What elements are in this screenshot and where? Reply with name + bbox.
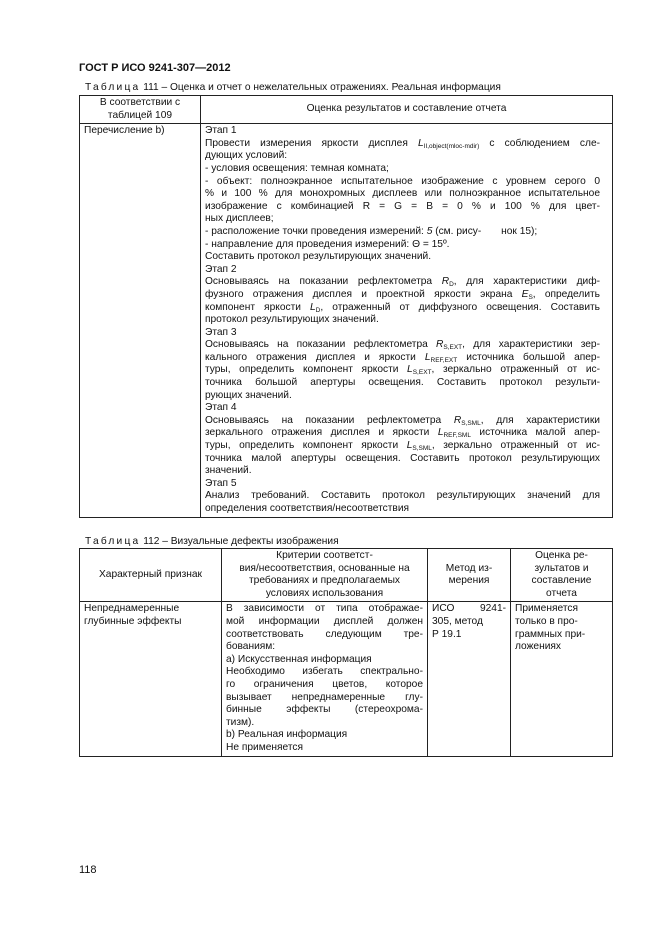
table-112-caption (85, 536, 339, 547)
table-111-col2-header: Оценка результатов и составление отчета (201, 96, 613, 124)
table-112-header-feature: Характерный признак (80, 549, 222, 602)
table-112-header-method: Метод из- мерения (428, 549, 511, 602)
stage-1-line: - объект: полноэкранное испытательное изображение с уровнем серого 0 (205, 175, 600, 187)
caption-text: 112 – Визуальные дефекты изображения (143, 536, 339, 547)
stage-1-line: % и 100 % для монохромных дисплеев или полноэкранное испытательное (205, 188, 600, 200)
stage-1-line: - условия освещения: темная комната; (205, 162, 389, 174)
stage-1-line: ных дисплеев; (205, 213, 274, 225)
table-112-header-assessment: Оценка ре- зультатов и составление отчета (511, 549, 613, 602)
stage-1-line: - направление для проведения измерений: Θ = 15º. (205, 238, 450, 250)
table-112 (79, 548, 613, 757)
stage-3-line: точника большой апертуры освещения. Составить протокол результи- (205, 377, 600, 389)
table-111-col1-header: В соответствии с таблицей 109 (80, 96, 201, 124)
stage-2-title: Этап 2 (205, 263, 237, 275)
stage-2-line: Основываясь на показании рефлектометра $R_D$, для характеристики диф- (205, 276, 601, 289)
stage-5-line: определения соответствия/несоответствия (205, 503, 410, 514)
stage-1-line: изображение с комбинацией R = G = B = 0 % и 100 % для цвет- (205, 200, 600, 212)
stage-1-line: Составить протокол результирующих значений. (205, 251, 432, 263)
stage-4-line: значений. (205, 465, 252, 477)
stage-5-title: Этап 5 (205, 477, 237, 489)
document-header: ГОСТ Р ИСО 9241-307—2012 (79, 62, 231, 74)
table-112-cell-method: ИСО 9241- 305, метод Р 19.1 (428, 602, 511, 756)
stage-1-title: Этап 1 (205, 125, 237, 137)
stage-4-title: Этап 4 (205, 402, 237, 414)
stage-2-line: фузного отражения дисплея и проектной яркости экрана $E_S$, определить (205, 288, 600, 301)
caption-word: Таблица (85, 82, 141, 93)
stage-3-title: Этап 3 (205, 326, 237, 338)
stage-4-line: зеркального отражения дисплея и яркости $L_{REF,SML}$ источника малой апер- (205, 427, 600, 440)
table-111-row-label: Перечисление b) (80, 124, 201, 517)
stage-3-line: туры, определить компонент яркости $L_{S,EXT}$, зеркально отраженный от ис- (205, 364, 601, 377)
stage-2-line: компонент яркости $L_D$, отраженный от диффузного освещения. Составить (205, 301, 600, 314)
table-111-caption (85, 82, 501, 93)
table-112-header-criteria: Критерии соответст- вия/несоответствия, основанные на требованиях и предполагаемых условиях использования (222, 549, 428, 602)
caption-text: 111 – Оценка и отчет о нежелательных отражениях. Реальная информация (143, 82, 501, 93)
stage-1-line: дующих условий: (205, 150, 288, 162)
stage-4-line: Основываясь на показании рефлектометра $R_{S,SML}$, для характеристики (205, 414, 600, 427)
stage-4-line: точника малой апертуры освещения. Составить протокол результирующих (205, 452, 600, 464)
stage-4-line: туры, определить компонент яркости $L_{S,SML}$, зеркально отраженный от ис- (205, 440, 601, 453)
page-number: 118 (79, 864, 97, 876)
stage-3-line: рующих значений. (205, 389, 292, 401)
table-112-cell-assessment: Применяется только в про- граммных при- ложениях (511, 602, 613, 756)
table-111-row-content (201, 124, 613, 517)
stage-3-line: кального отражения дисплея и яркости $L_{REF,EXT}$ источника большой апер- (205, 351, 600, 364)
stage-5-line: Анализ требований. Составить протокол результирующих значений для (205, 490, 600, 502)
table-112-cell-criteria: В зависимости от типа отображае- мой информации дисплей должен соответствовать следующим тре- бованиям: a) Искусственная информация Необходимо избегать спектрально- го ограничения цветов, которое вызывает непреднамеренные глу- бинные эффекты (стереохрома- тизм). b) Реальная информация Не применяется (222, 602, 428, 756)
stage-1-line: - расположение точки проведения измерений: 5 (см. рису- нок 15); (205, 225, 538, 237)
table-112-cell-feature: Непреднамеренные глубинные эффекты (80, 602, 222, 756)
stage-3-line: Основываясь на показании рефлектометра $R_{S,EXT}$, для характеристики зер- (205, 339, 600, 352)
table-111 (79, 95, 613, 518)
stage-2-line: протокол результирующих значений. (205, 314, 379, 326)
stage-1-line: Провести измерения яркости дисплея $L_{II,object(mloc-mdir)}$ с соблюдением сле- (205, 137, 601, 150)
caption-word: Таблица (85, 536, 141, 547)
